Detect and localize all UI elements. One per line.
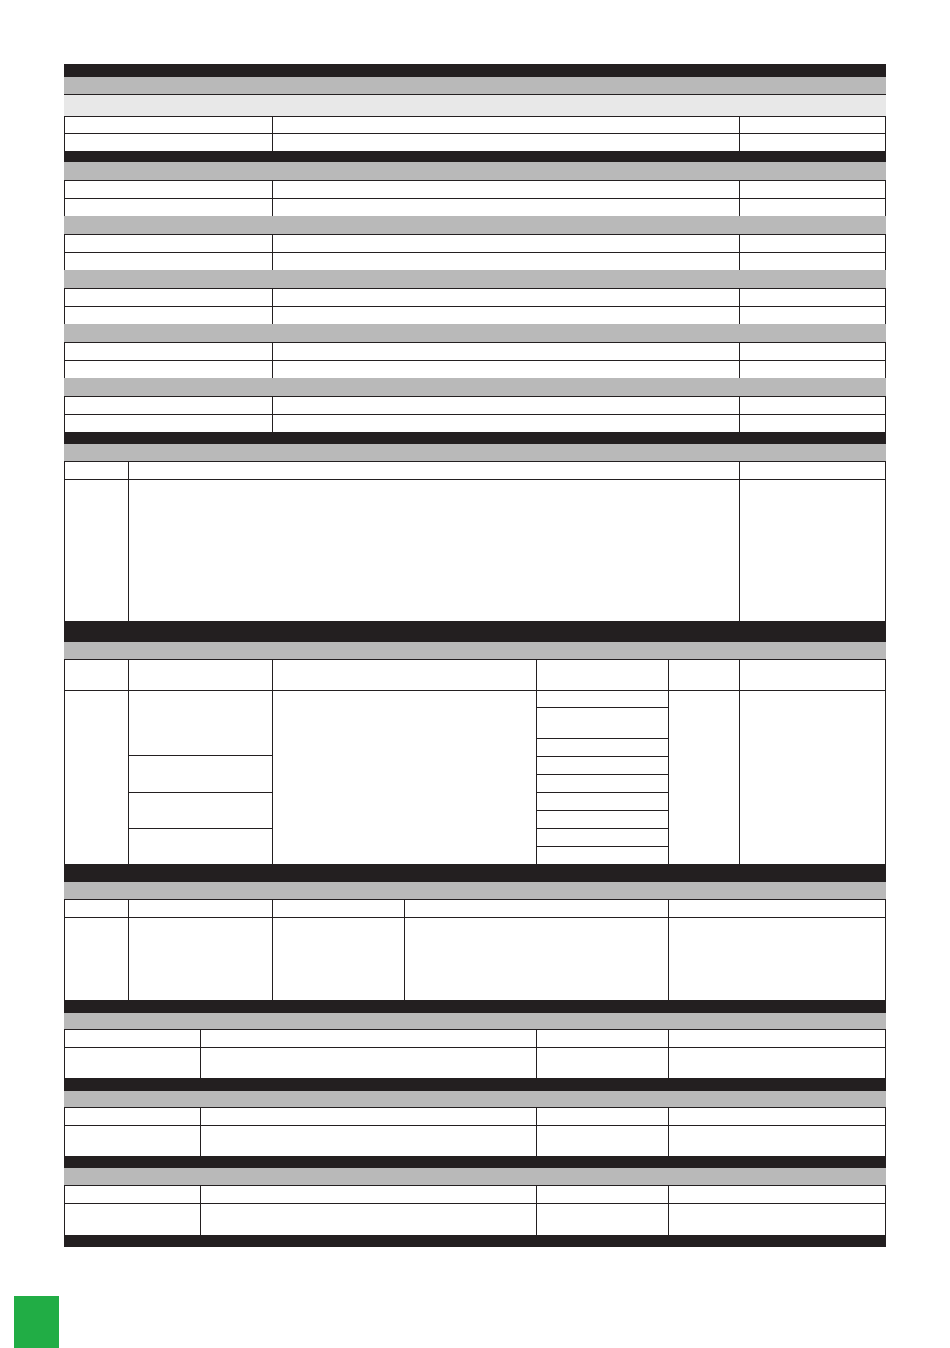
section-1-title-band (64, 77, 886, 94)
section-7-title-band (64, 1091, 886, 1107)
section-5-column-divider (128, 899, 129, 1000)
section-3-title-band (64, 444, 886, 461)
section-1-rule (64, 133, 886, 134)
section-4-subrow-rule (128, 755, 273, 756)
section-2-rule (64, 180, 886, 181)
section-6-rule (64, 1047, 886, 1048)
section-6-column-divider (536, 1029, 537, 1078)
section-2-column-divider (739, 180, 740, 216)
section-6-rule (64, 1029, 886, 1030)
section-2-rule (64, 414, 886, 415)
section-2-column-divider (739, 288, 740, 324)
section-7-column-divider (668, 1107, 669, 1156)
section-2-subsection-3-band (64, 270, 886, 288)
section-4-subrow-rule (128, 828, 273, 829)
section-2-column-divider (739, 396, 740, 432)
section-2-column-divider (739, 342, 740, 378)
form-footer-bar (64, 1235, 886, 1247)
section-5-column-divider (668, 899, 669, 1000)
section-1-subtitle-band (64, 94, 886, 116)
section-1-column-divider (739, 116, 740, 152)
section-4-column-divider (739, 659, 740, 864)
section-4-column-divider (272, 659, 273, 864)
section-6-column-divider (668, 1029, 669, 1078)
section-4-column-divider (536, 659, 537, 864)
section-8-title-band (64, 1168, 886, 1185)
section-4-subrow-rule (536, 792, 669, 793)
section-3-rule (64, 461, 886, 462)
section-8-header-bar (64, 1156, 886, 1168)
section-2-column-divider (272, 234, 273, 270)
section-4-subrow-rule (536, 756, 669, 757)
section-4-subrow-rule (536, 707, 669, 708)
section-2-subsection-5-band (64, 378, 886, 396)
section-8-column-divider (536, 1185, 537, 1235)
section-3-column-divider (128, 461, 129, 621)
section-3-column-divider (739, 461, 740, 621)
section-2-rule (64, 234, 886, 235)
section-1-rule (64, 116, 886, 117)
section-4-subrow-rule (536, 810, 669, 811)
section-7-column-divider (200, 1107, 201, 1156)
section-8-column-divider (200, 1185, 201, 1235)
section-1-column-divider (272, 116, 273, 152)
section-5-header-bar (64, 864, 886, 882)
page-marker (14, 1296, 59, 1348)
section-2-rule (64, 396, 886, 397)
section-2-rule (64, 288, 886, 289)
section-4-subrow-rule (536, 846, 669, 847)
section-2-rule (64, 342, 886, 343)
section-8-column-divider (668, 1185, 669, 1235)
section-7-column-divider (536, 1107, 537, 1156)
section-5-column-divider (272, 899, 273, 1000)
section-4-subrow-rule (536, 738, 669, 739)
section-5-rule (64, 899, 886, 900)
section-4-header-bar (64, 621, 886, 642)
section-4-subrow-rule (128, 792, 273, 793)
section-3-header-bar (64, 432, 886, 444)
section-7-header-bar (64, 1078, 886, 1091)
section-2-subsection-2-band (64, 216, 886, 234)
section-1-rule (64, 94, 886, 95)
section-4-rule (64, 659, 886, 660)
section-4-subrow-rule (536, 828, 669, 829)
section-7-rule (64, 1125, 886, 1126)
section-5-title-band (64, 882, 886, 899)
section-4-column-divider (668, 659, 669, 864)
section-4-rule (64, 690, 886, 691)
section-3-rule (64, 479, 886, 480)
section-1-header-bar (64, 64, 886, 77)
section-8-rule (64, 1185, 886, 1186)
section-6-column-divider (200, 1029, 201, 1078)
section-6-title-band (64, 1013, 886, 1029)
section-2-column-divider (272, 180, 273, 216)
section-4-column-divider (128, 659, 129, 864)
section-2-column-divider (272, 342, 273, 378)
section-2-header-bar (64, 151, 886, 162)
section-8-rule (64, 1203, 886, 1204)
section-7-rule (64, 1107, 886, 1108)
section-4-subrow-rule (536, 774, 669, 775)
section-2-rule (64, 306, 886, 307)
section-6-header-bar (64, 1000, 886, 1013)
section-2-rule (64, 198, 886, 199)
section-2-column-divider (272, 396, 273, 432)
section-5-column-divider (404, 899, 405, 1000)
section-4-title-band (64, 642, 886, 659)
section-2-rule (64, 360, 886, 361)
section-5-rule (64, 917, 886, 918)
section-2-subsection-1-band (64, 162, 886, 180)
section-2-subsection-4-band (64, 324, 886, 342)
section-2-column-divider (272, 288, 273, 324)
section-2-column-divider (739, 234, 740, 270)
section-2-rule (64, 252, 886, 253)
